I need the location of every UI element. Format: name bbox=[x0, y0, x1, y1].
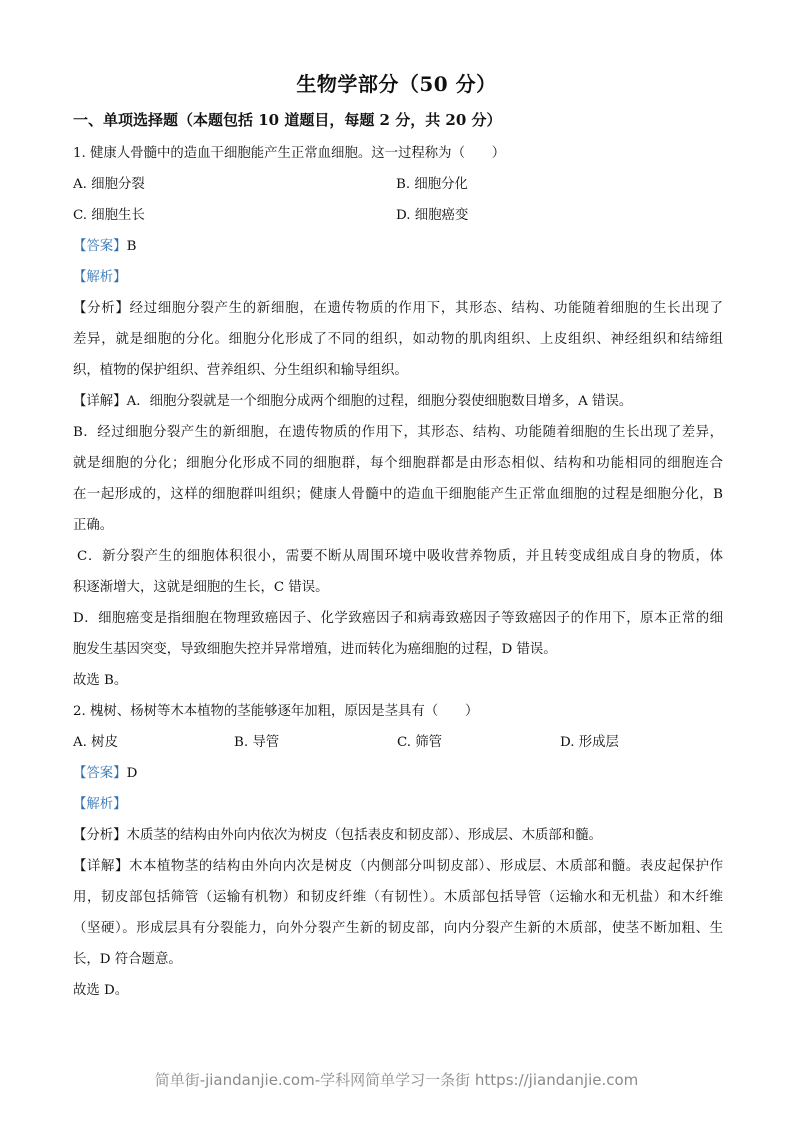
paragraph-text: 经过细胞分裂产生的新细胞，在遗传物质的作用下，其形态、结构、功能随着细胞的生长出现了 bbox=[129, 301, 724, 316]
paragraph-text: 木本植物茎的结构由外向内次是树皮（内侧部分叫韧皮部）、形成层、木质部和髓。表皮起保护作 bbox=[128, 859, 724, 874]
q2-option-a: A. 树皮 bbox=[73, 735, 118, 750]
q1-option-d: D. 细胞癌变 bbox=[396, 208, 469, 223]
q1-detail-b-line-2: 就是细胞的分化；细胞分化形成不同的细胞群，每个细胞群都是由形态相似、结构和功能相同的细胞连合 bbox=[73, 456, 723, 471]
fenxi-tag: 【分析】 bbox=[73, 828, 127, 843]
q2-detail-line-1 bbox=[73, 851, 723, 882]
q2-fenxi bbox=[73, 820, 723, 851]
analysis-tag: 【解析】 bbox=[73, 797, 127, 812]
q2-option-d: D. 形成层 bbox=[560, 735, 619, 750]
fenxi-tag: 【分析】 bbox=[73, 301, 130, 316]
q1-option-a: A. 细胞分裂 bbox=[73, 177, 145, 192]
q1-option-c: C. 细胞生长 bbox=[73, 208, 145, 223]
q1-option-b: B. 细胞分化 bbox=[396, 177, 468, 192]
q2-detail-line-3: （坚硬）。形成层具有分裂能力，向外分裂产生新的韧皮部，向内分裂产生新的木质部，使茎不断加粗、生 bbox=[73, 921, 723, 936]
q1-fenxi-line-1 bbox=[73, 293, 723, 324]
q1-options-row-1 bbox=[73, 169, 723, 200]
q1-detail-d-line-1: D．细胞癌变是指细胞在物理致癌因子、化学致癌因子和病毒致癌因子等致癌因子的作用下，原本正常的细 bbox=[73, 611, 723, 626]
q1-choice: 故选 B。 bbox=[73, 673, 128, 688]
q2-choice: 故选 D。 bbox=[73, 983, 129, 998]
q2-options-row bbox=[73, 727, 723, 758]
xiangjie-tag: 【详解】 bbox=[73, 859, 129, 874]
q1-detail-d-line-2: 胞发生基因突变，导致细胞失控并异常增殖，进而转化为癌细胞的过程，D 错误。 bbox=[73, 642, 557, 657]
answer-value: B bbox=[126, 239, 137, 254]
answer-tag: 【答案】 bbox=[73, 766, 127, 781]
q1-detail-b-line-1: B．经过细胞分裂产生的新细胞，在遗传物质的作用下，其形态、结构、功能随着细胞的生长出现了差异， bbox=[73, 425, 723, 440]
q2-detail-line-2: 用，韧皮部包括筛管（运输有机物）和韧皮纤维（有韧性）。木质部包括导管（运输水和无机盐）和木纤维 bbox=[73, 890, 723, 905]
q2-option-c: C. 筛管 bbox=[397, 735, 443, 750]
q2-answer bbox=[73, 758, 723, 789]
q1-detail-c-line-1: C．新分裂产生的细胞体积很小，需要不断从周围环境中吸收营养物质，并且转变成组成自身的物质，体 bbox=[77, 549, 723, 564]
q2-option-b: B. 导管 bbox=[234, 735, 280, 750]
xiangjie-tag: 【详解】 bbox=[73, 394, 127, 409]
q1-detail-b-line-3: 在一起形成的，这样的细胞群叫组织；健康人骨髓中的造血干细胞能产生正常血细胞的过程是细胞分化，B bbox=[73, 487, 723, 502]
paragraph-text: 木质茎的结构由外向内依次为树皮（包括表皮和韧皮部）、形成层、木质部和髓。 bbox=[126, 828, 602, 843]
paragraph-text: A．细胞分裂就是一个细胞分成两个细胞的过程，细胞分裂使细胞数目增多，A 错误。 bbox=[126, 394, 633, 409]
answer-value: D bbox=[126, 766, 138, 781]
q1-fenxi-line-3: 织，植物的保护组织、营养组织、分生组织和输导组织。 bbox=[73, 363, 408, 378]
q1-options-row-2 bbox=[73, 200, 723, 231]
q1-analysis-heading bbox=[73, 262, 723, 293]
q1-answer bbox=[73, 231, 723, 262]
answer-tag: 【答案】 bbox=[73, 239, 127, 254]
footer-watermark: 简单街-jiandanjie.com-学科网简单学习一条街 https://jiandanjie.com bbox=[154, 1071, 639, 1089]
q2-stem: 2. 槐树、杨树等木本植物的茎能够逐年加粗，原因是茎具有（ ） bbox=[73, 704, 479, 719]
q2-detail-line-4: 长，D 符合题意。 bbox=[73, 952, 182, 967]
q1-stem: 1. 健康人骨髓中的造血干细胞能产生正常血细胞。这一过程称为（ ） bbox=[73, 146, 506, 161]
section-heading: 一、单项选择题（本题包括 10 道题目，每题 2 分，共 20 分） bbox=[73, 111, 502, 129]
page-title: 生物学部分（50 分） bbox=[296, 72, 497, 96]
q1-detail-a bbox=[73, 386, 723, 417]
q2-analysis-heading bbox=[73, 789, 723, 820]
document-body bbox=[73, 138, 723, 1006]
q1-fenxi-line-2: 差异，就是细胞的分化。细胞分化形成了不同的组织，如动物的肌肉组织、上皮组织、神经组织和结缔组 bbox=[73, 332, 723, 347]
q1-detail-c-line-2: 积逐渐增大，这就是细胞的生长，C 错误。 bbox=[73, 580, 329, 595]
analysis-tag: 【解析】 bbox=[73, 270, 127, 285]
q1-detail-b-line-4: 正确。 bbox=[73, 518, 114, 533]
